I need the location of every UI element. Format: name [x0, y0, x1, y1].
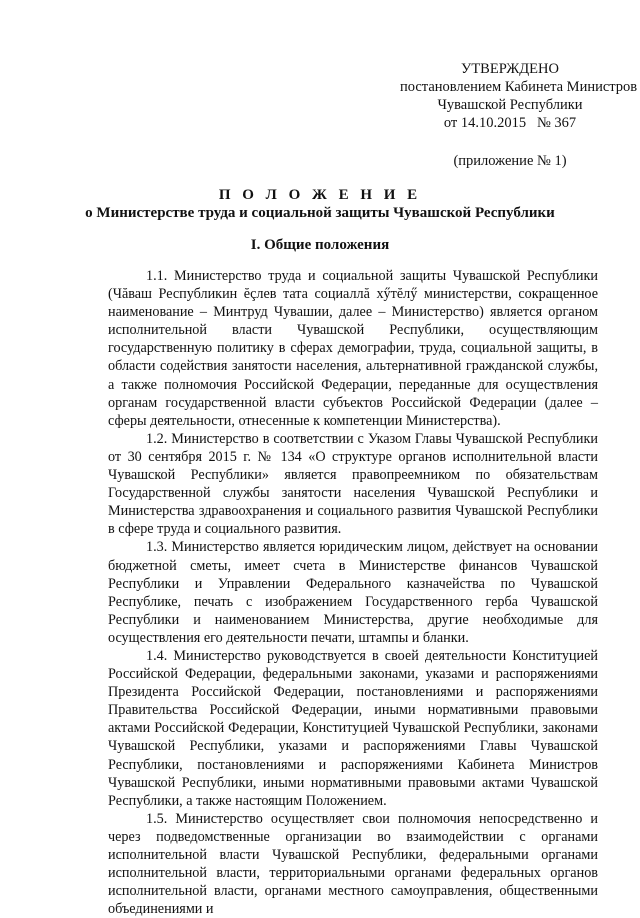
title-subtitle: о Министерстве труда и социальной защиты Чувашской Республики — [85, 205, 555, 221]
section-heading: I. Общие положения — [250, 237, 390, 253]
document-title — [0, 186, 640, 222]
paragraph-1-4: 1.4. Министерство руководствуется в своей деятельности Конституцией Российской Федерации, федеральными законами, указами и распоряжениями Президента Российской Федерации, постановлениями и распоряжениями Правительства Российской Федерации, иными нормативными правовыми актами Российской Федерации, Конституцией Чувашской Республики, законами Чувашской Республики, указами и распоряжениями Главы Чувашской Республики, постановлениями и распоряжениями Кабинета Министров Чувашской Республики, иными нормативными правовыми актами Чувашской Республики, а также настоящим Положением. — [108, 647, 598, 809]
approval-authority: постановлением Кабинета Министров — [400, 79, 638, 95]
appendix-note: (приложение № 1) — [453, 153, 567, 169]
paragraph-1-5: 1.5. Министерство осуществляет свои полномочия непосредственно и через подведомственные организации во взаимодействии с органами исполнительной власти Чувашской Республики, федеральными органами исполнительной власти, территориальными органами федеральных органов исполнительной власти, органами местного самоуправления, общественными объединениями и — [108, 810, 598, 918]
paragraph-1-3: 1.3. Министерство является юридическим лицом, действует на основании бюджетной сметы, имеет счета в Министерстве финансов Чувашской Республики и Управлении Федерального казначейства по Чувашской Республике, печать с изображением Государственного герба Чувашской Республики и наименованием Министерства, другие необходимые для осуществления его деятельности печати, штампы и бланки. — [108, 539, 598, 646]
approval-region: Чувашской Республики — [437, 97, 583, 113]
paragraph-1-1: 1.1. Министерство труда и социальной защиты Чувашской Республики (Чăваш Республикин ĕçлев тата социаллă хӳтĕлӳ министерстви, сокращенное наименование – Минтруд Чувашии, далее – Министерство) является органом исполнительной власти Чувашской Республики, осуществляющим государственную политику в сферах демографии, труда, социальной защиты, в области содействия занятости населения, альтернативной гражданской службы, а также полномочия Российской Федерации, переданные для осуществления органам государственной власти субъектов Российской Федерации (далее – сферы деятельности, отнесенные к компетенции Министерства). — [108, 268, 598, 429]
approval-label: УТВЕРЖДЕНО — [461, 61, 559, 77]
paragraph-1-2: 1.2. Министерство в соответствии с Указом Главы Чувашской Республики от 30 сентября 2015 г. № 134 «О структуре органов исполнительной власти Чувашской Республики» является правопреемником по обязательствам Государственной службы занятости населения Чувашской Республики и Министерства здравоохранения и социального развития Чувашской Республики в сфере труда и социального развития. — [108, 430, 598, 538]
title-main: П О Л О Ж Е Н И Е — [218, 187, 422, 203]
approval-date-number: от 14.10.2015 № 367 — [443, 115, 577, 131]
approval-stamp — [400, 60, 638, 170]
document-body — [108, 267, 598, 918]
